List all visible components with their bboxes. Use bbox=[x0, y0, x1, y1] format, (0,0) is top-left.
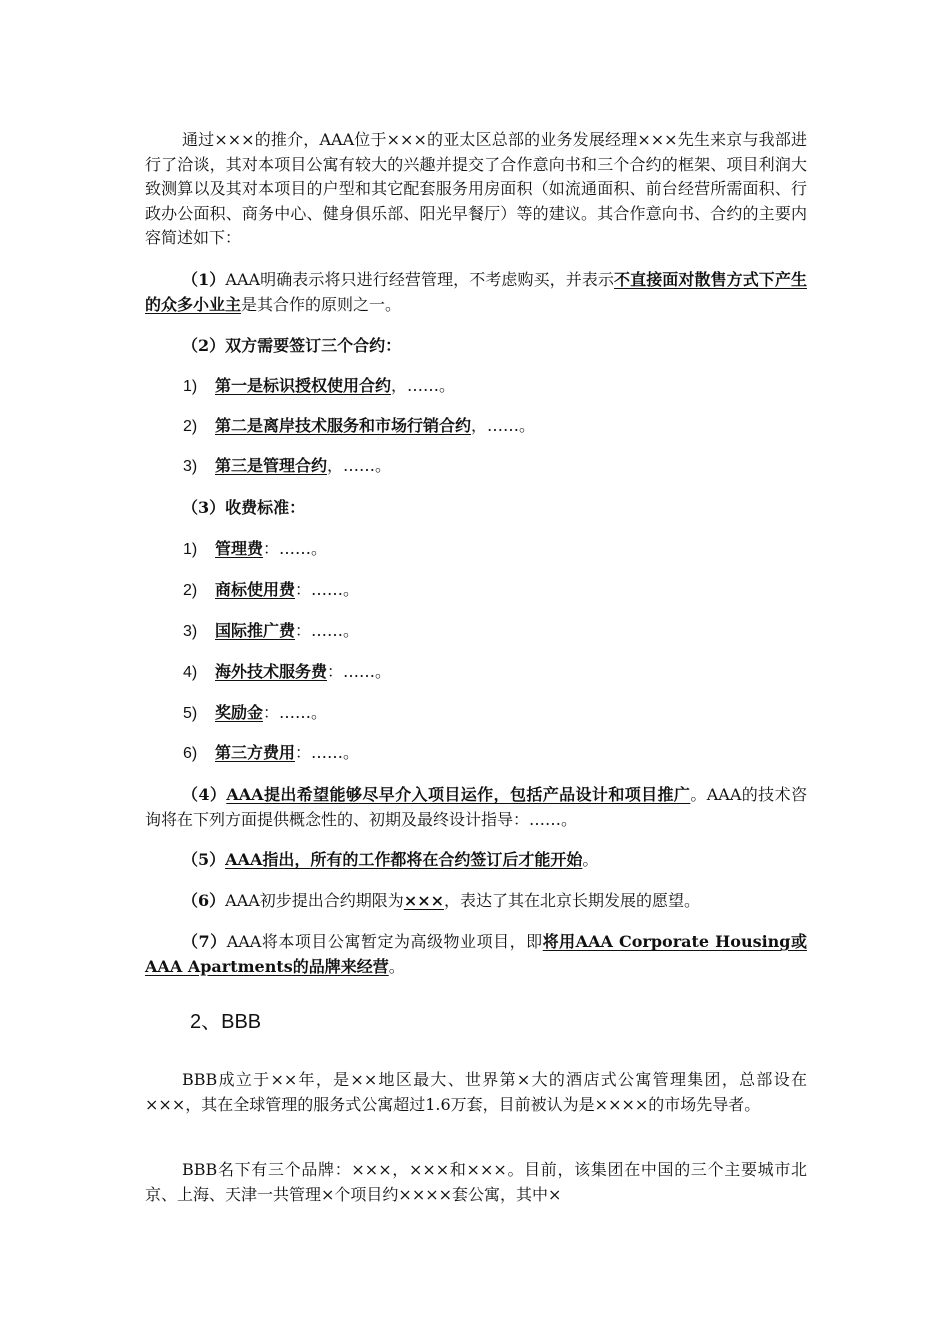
fee-item-3 bbox=[183, 619, 359, 644]
fee-name: 商标使用费 bbox=[215, 580, 296, 599]
fee-name: 国际推广费 bbox=[215, 621, 296, 640]
fee-rest: ：……。 bbox=[295, 743, 360, 762]
contract-rest: ，……。 bbox=[471, 416, 536, 435]
contract-number: 3) bbox=[183, 458, 198, 475]
section-heading: 2、BBB bbox=[190, 1011, 262, 1033]
item-5 bbox=[145, 848, 807, 873]
item-5-number: （5） bbox=[182, 850, 226, 869]
item-6-number: （6） bbox=[182, 891, 226, 910]
fee-name: 奖励金 bbox=[215, 703, 264, 722]
contract-item-2 bbox=[183, 414, 535, 439]
item-3-heading: （3）收费标准： bbox=[182, 498, 306, 517]
item-7-text: AAA将本项目公寓暂定为高级物业项目，即 bbox=[226, 932, 543, 951]
item-7 bbox=[145, 930, 807, 979]
fee-number: 2) bbox=[183, 582, 198, 599]
contract-rest: ，……。 bbox=[327, 456, 392, 475]
fee-number: 5) bbox=[183, 705, 198, 722]
fee-name: 管理费 bbox=[215, 539, 264, 558]
fee-number: 4) bbox=[183, 664, 198, 681]
contract-number: 1) bbox=[183, 378, 198, 395]
item-4-tail: 。AAA的技术咨询将在下列方面提供概念性的、初期及最终设计指导：……。 bbox=[145, 785, 807, 829]
fee-rest: ：……。 bbox=[295, 580, 360, 599]
fee-rest: ：……。 bbox=[295, 621, 360, 640]
item-7-number: （7） bbox=[182, 932, 227, 951]
contract-name: 第三是管理合约 bbox=[215, 456, 328, 475]
fee-item-4 bbox=[183, 660, 391, 685]
item-7-tail: 。 bbox=[388, 956, 405, 976]
intro-paragraph: 通过×××的推介，AAA位于×××的亚太区总部的业务发展经理×××先生来京与我部进行了洽谈，其对本项目公寓有较大的兴趣并提交了合作意向书和三个合约的框架、项目利润大致测算以及其对本项目的户型和其它配套服务用房面积（如流通面积、前台经营所需面积、行政办公面积、商务中心、健身俱乐部、阳光早餐厅）等的建议。其合作意向书、合约的主要内容简述如下： bbox=[145, 130, 807, 247]
item-4 bbox=[145, 783, 807, 832]
contract-rest: ，……。 bbox=[391, 376, 456, 395]
fee-rest: ：……。 bbox=[263, 539, 328, 558]
item-1-underlined: 不直接面对散售方式下产生的众多小业主 bbox=[145, 270, 807, 314]
item-7-underlined: 将用AAA Corporate Housing或AAA Apartments的品牌来经营 bbox=[145, 932, 807, 976]
fee-number: 6) bbox=[183, 745, 198, 762]
item-4-underlined: AAA提出希望能够尽早介入项目运作，包括产品设计和项目推广 bbox=[226, 785, 691, 804]
fee-item-1 bbox=[183, 537, 327, 562]
contract-item-1 bbox=[183, 374, 455, 399]
item-6-underlined: ××× bbox=[403, 891, 445, 910]
fee-item-5 bbox=[183, 701, 327, 726]
fee-number: 1) bbox=[183, 541, 198, 558]
item-1 bbox=[145, 268, 807, 317]
fee-rest: ：……。 bbox=[263, 703, 328, 722]
fee-rest: ：……。 bbox=[327, 662, 392, 681]
contract-name: 第二是离岸技术服务和市场行销合约 bbox=[215, 416, 472, 435]
item-1-number: （1） bbox=[182, 270, 226, 289]
fee-number: 3) bbox=[183, 623, 198, 640]
contract-item-3 bbox=[183, 454, 391, 479]
fee-item-6 bbox=[183, 741, 359, 766]
item-5-tail: 。 bbox=[582, 850, 599, 869]
item-6 bbox=[145, 889, 807, 914]
item-1-tail: 是其合作的原则之一。 bbox=[241, 294, 402, 314]
section-2-paragraph-2: BBB名下有三个品牌：×××，×××和×××。目前，该集团在中国的三个主要城市北京、上海、天津一共管理×个项目约××××套公寓，其中× bbox=[145, 1160, 807, 1204]
contract-number: 2) bbox=[183, 418, 198, 435]
fee-item-2 bbox=[183, 578, 359, 603]
section-2-paragraph-1: BBB成立于××年，是××地区最大、世界第×大的酒店式公寓管理集团，总部设在×××，其在全球管理的服务式公寓超过1.6万套，目前被认为是××××的市场先导者。 bbox=[145, 1070, 807, 1114]
item-1-text: AAA明确表示将只进行经营管理，不考虑购买，并表示 bbox=[225, 270, 615, 289]
fee-name: 第三方费用 bbox=[215, 743, 296, 762]
item-4-number: （4） bbox=[182, 785, 227, 804]
item-2-heading: （2）双方需要签订三个合约： bbox=[182, 336, 402, 355]
item-6-tail: ，表达了其在北京长期发展的愿望。 bbox=[444, 891, 701, 910]
item-5-underlined: AAA指出，所有的工作都将在合约签订后才能开始 bbox=[225, 850, 583, 869]
contract-name: 第一是标识授权使用合约 bbox=[215, 376, 392, 395]
item-6-text: AAA初步提出合约期限为 bbox=[225, 891, 404, 910]
fee-name: 海外技术服务费 bbox=[215, 662, 328, 681]
